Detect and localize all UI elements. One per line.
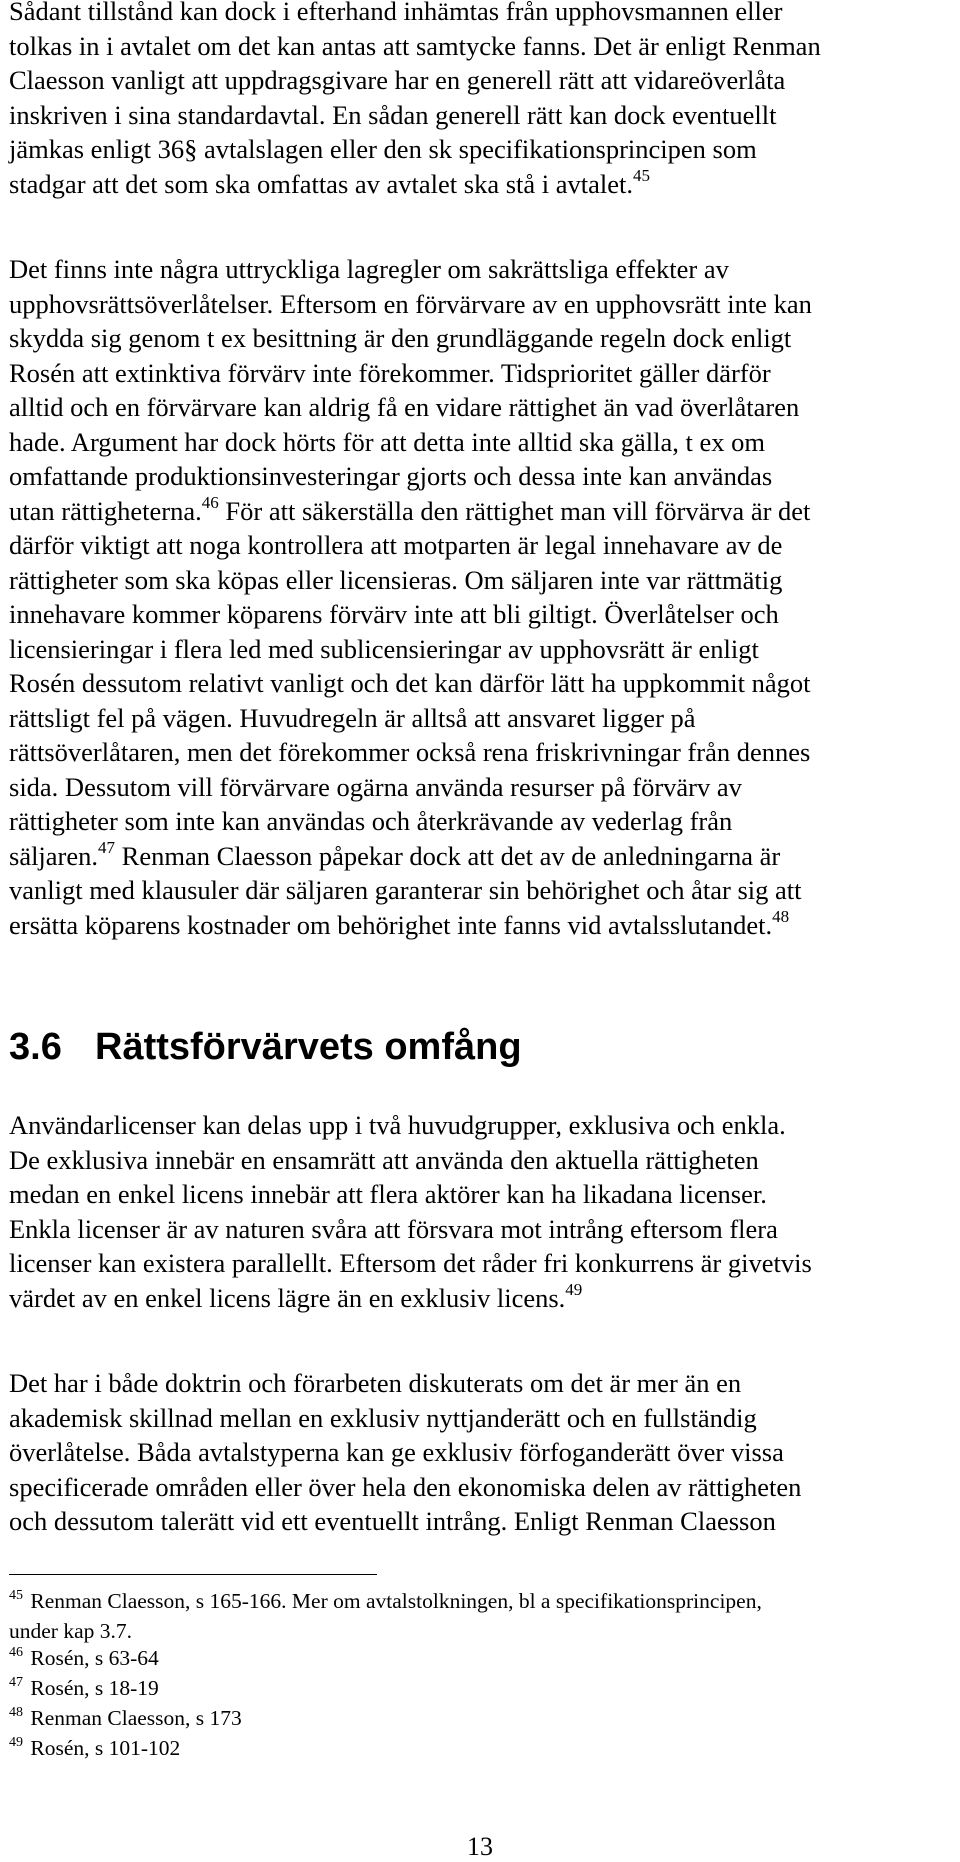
text-line: rättigheter som ska köpas eller licensieras. Om säljaren inte var rättmätig [9,564,783,595]
text-line: upphovsrättsöverlåtelser. Eftersom en förvärvare av en upphovsrätt inte kan [9,288,812,319]
footnote-separator [9,1574,377,1575]
text-segment: ersätta köparens kostnader om behörighet inte fanns vid avtalsslutandet. [9,909,773,940]
text-line: sida. Dessutom vill förvärvare ogärna använda resurser på förvärv av [9,771,742,802]
text-line: De exklusiva innebär en ensamrätt att använda den aktuella rättigheten [9,1144,759,1175]
text-segment: Renman Claesson påpekar dock att det av de anledningarna är [115,840,781,871]
text-line: och dessutom talerätt vid ett eventuellt intrång. Enligt Renman Claesson [9,1506,776,1536]
body-paragraph [9,1108,812,1315]
footnote-text: Rosén, s 101-102 [30,1736,181,1760]
text-line: Det finns inte några uttryckliga lagregler om sakrättsliga effekter av [9,254,729,284]
body-paragraph [9,252,812,942]
footnote-text: Renman Claesson, s 173 [30,1706,242,1730]
text-line: vanligt med klausuler där säljaren garanterar sin behörighet och åtar sig att [9,875,802,905]
footnote-reference[interactable]: 45 [633,165,651,185]
section-number: 3.6 [9,1026,62,1068]
footnote-text: Rosén, s 63-64 [30,1646,159,1670]
text-line: Det har i både doktrin och förarbeten diskuterats om det är mer än en [9,1368,742,1398]
footnote-number: 49 [9,1735,23,1750]
footnote-text: Renman Claesson, s 165-166. Mer om avtalstolkningen, bl a specifikationsprincipen, [30,1589,762,1613]
text-line: akademisk skillnad mellan en exklusiv nyttjanderätt och en fullständig [9,1402,757,1433]
text-line: licensieringar i flera led med sublicensieringar av upphovsrätt är enligt [9,633,759,664]
text-line: Användarlicenser kan delas upp i två huvudgrupper, exklusiva och enkla. [9,1110,786,1140]
text-line: därför viktigt att noga kontrollera att motparten är legal innehavare av de [9,530,783,560]
footnote-reference[interactable]: 47 [98,837,116,857]
text-line: Sådant tillstånd kan dock i efterhand inhämtas från upphovsmannen eller [9,0,783,26]
text-line: omfattande produktionsinvesteringar gjorts och dessa inte kan användas [9,461,773,491]
text-line: jämkas enligt 36§ avtalslagen eller den sk specifikationsprincipen som [9,134,757,164]
footnote [9,1735,947,1765]
footnote-number: 46 [9,1645,23,1660]
footnote-number: 47 [9,1675,23,1690]
text-line: Claesson vanligt att uppdragsgivare har en generell rätt att vidareöverlåta [9,65,786,95]
footnotes [9,1588,947,1765]
text-line [9,1281,812,1316]
text-segment: utan rättigheterna. [9,495,202,526]
section-title: Rättsförvärvets omfång [95,1026,522,1068]
section-heading [9,1023,522,1071]
text-line: hade. Argument har dock hörts för att detta inte alltid ska gälla, t ex om [9,426,766,457]
text-segment: För att säkerställa den rättighet man vill förvärva är det [218,495,811,526]
text-line: rättsligt fel på vägen. Huvudregeln är alltså att ansvaret ligger på [9,702,696,733]
text-line: alltid och en förvärvare kan aldrig få en vidare rättighet än vad överlåtaren [9,392,800,422]
footnote [9,1675,947,1705]
text-line: rättsöverlåtaren, men det förekommer också rena friskrivningar från dennes [9,737,811,767]
page-number: 13 [467,1832,493,1861]
body-paragraph [9,1366,801,1539]
footnote [9,1645,947,1675]
text-line [9,167,821,202]
text-segment: värdet av en enkel licens lägre än en exklusiv licens. [9,1282,566,1313]
text-line: medan en enkel licens innebär att flera aktörer kan ha likadana licenser. [9,1179,767,1209]
footnote-number: 48 [9,1705,23,1720]
text-line: skydda sig genom t ex besittning är den grundläggande regeln dock enligt [9,323,792,353]
text-line: tolkas in i avtalet om det kan antas att samtycke fanns. Det är enligt Renman [9,30,821,61]
text-line [9,839,812,874]
footnote-reference[interactable]: 49 [565,1279,583,1299]
text-line: Rosén dessutom relativt vanligt och det kan därför lätt ha uppkommit något [9,668,811,698]
footnote-number: 45 [9,1588,23,1603]
body-paragraph [9,0,821,201]
text-line: överlåtelse. Båda avtalstyperna kan ge exklusiv förfoganderätt över vissa [9,1437,784,1467]
text-line: specificerade områden eller över hela den ekonomiska delen av rättigheten [9,1471,802,1502]
text-line [9,494,812,529]
text-line [9,908,812,943]
text-segment: säljaren. [9,840,99,871]
text-line: Rosén att extinktiva förvärv inte förekommer. Tidsprioritet gäller därför [9,357,771,388]
footnote-continuation [9,1618,947,1645]
text-line: inskriven i sina standardavtal. En sådan generell rätt kan dock eventuellt [9,99,777,130]
text-segment: stadgar att det som ska omfattas av avtalet ska stå i avtalet. [9,168,634,199]
text-line: licenser kan existera parallellt. Eftersom det råder fri konkurrens är givetvis [9,1248,812,1278]
footnote-text: under kap 3.7. [9,1619,132,1643]
footnote-text: Rosén, s 18-19 [30,1676,159,1700]
text-line: Enkla licenser är av naturen svåra att försvara mot intrång eftersom flera [9,1213,778,1244]
footnote [9,1705,947,1735]
text-line: rättigheter som inte kan användas och återkrävande av vederlag från [9,806,733,836]
footnote-reference[interactable]: 48 [772,906,790,926]
footnote-reference[interactable]: 46 [201,492,219,512]
footnote [9,1588,947,1618]
text-line: innehavare kommer köparens förvärv inte att bli giltigt. Överlåtelser och [9,599,779,629]
